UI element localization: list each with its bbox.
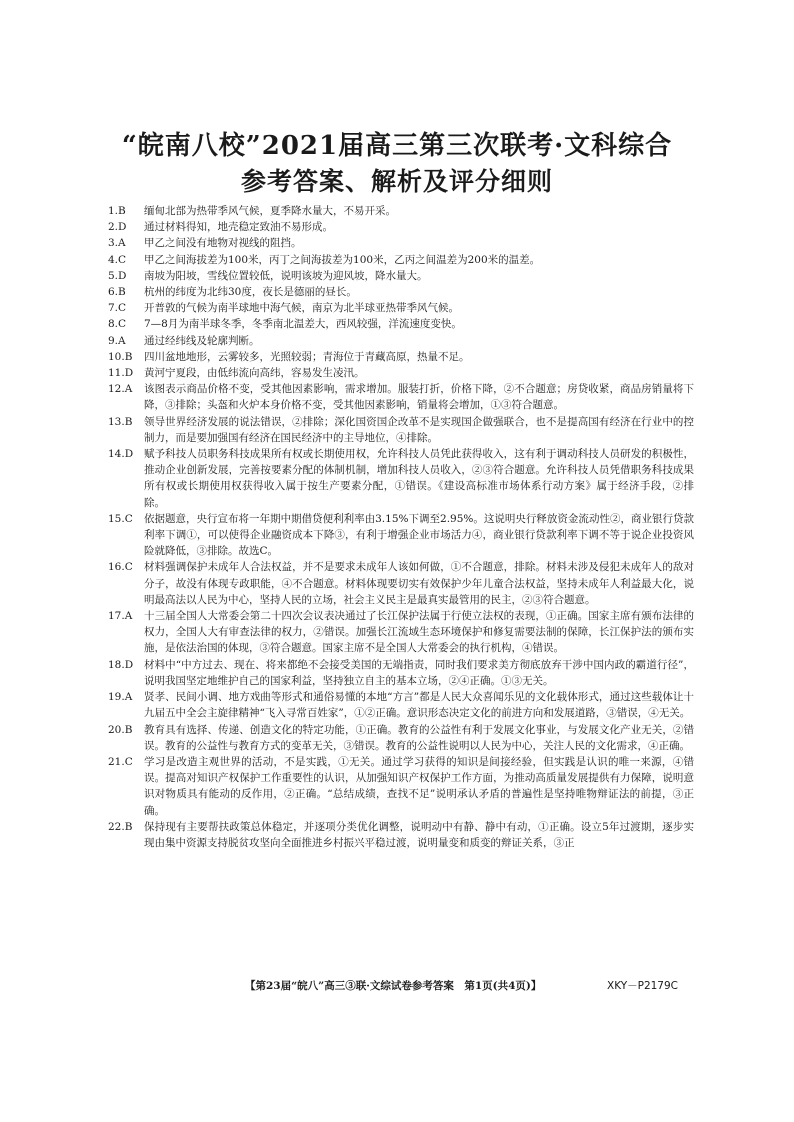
answer-item	[108, 559, 694, 608]
answer-number: 17.A	[108, 610, 133, 623]
answer-item	[108, 511, 694, 560]
answer-number: 5.D	[108, 269, 127, 282]
answer-item	[108, 333, 694, 349]
answer-item	[108, 365, 694, 381]
answer-explanation: 四川盆地地形，云雾较多，光照较弱；青海位于青藏高原，热量不足。	[144, 350, 470, 363]
answer-explanation: 学习是改造主观世界的活动，不是实践，①无关。通过学习获得的知识是间接经验，但实践是认识的唯一来源，④错误。提高对知识产权保护工作重要性的认识，从加强知识产权保护工作方面，为推动高质量发展提供有力保障，说明意识对物质具有能动的反作用，②正确。“总结成绩，查找不足”说明承认矛盾的普遍性是坚持唯物辩证法的前提，③正确。	[144, 755, 694, 817]
answer-number: 9.A	[108, 334, 126, 347]
answer-item	[108, 252, 694, 268]
answer-explanation: 南坡为阳坡，雪线位置较低，说明该坡为迎风坡，降水量大。	[144, 269, 428, 282]
answer-list	[108, 203, 694, 973]
answer-number: 8.C	[108, 318, 127, 331]
answer-explanation: 杭州的纬度为北纬30度，夜长是德丽的昼长。	[144, 286, 357, 299]
answer-explanation: 贤孝、民间小调、地方戏曲等形式和通俗易懂的本地“方言”都是人民大众喜闻乐见的文化载体形式，通过这些载体让十九届五中全会主旋律精神“飞入寻常百姓家”，①②正确。意识形态决定文化的前进方向和发展道路，③错误，④无关。	[144, 691, 694, 720]
footer-page-info: 【第23届“皖八”高三③联·文综试卷参考答案 第1页(共4页)】	[245, 980, 542, 992]
answer-number: 19.A	[108, 691, 133, 704]
answer-explanation: 甲乙之间没有地物对视线的阻挡。	[144, 237, 302, 250]
answer-item	[108, 284, 694, 300]
answer-item	[108, 608, 694, 657]
answer-explanation: 领导世界经济发展的说法错误，②排除；深化国资国企改革不是实现国企做强联合，也不是提高国有经济在行业中的控制力，而是要加强国有经济在国民经济中的主导地位，④排除。	[144, 415, 694, 444]
answer-explanation: 教育具有选择、传递、创造文化的特定功能，①正确。教育的公益性有利于发展文化事业，与发展文化产业无关，②错误。教育的公益性与教育方式的变革无关，③错误。教育的公益性说明以人民为中心，关注人民的文化需求，④正确。	[144, 723, 694, 752]
answer-item	[108, 219, 694, 235]
answer-number: 18.D	[108, 658, 134, 671]
answer-explanation: 材料中“中方过去、现在、将来都绝不会接受美国的无端指责，同时我们要求美方彻底放弃干涉中国内政的霸道行径”，说明我国坚定地维护自己的国家利益，坚持独立自主的基本立场，②④正确。①③无关。	[144, 658, 694, 687]
answer-number: 15.C	[108, 512, 133, 525]
answer-number: 13.B	[108, 415, 133, 428]
answer-number: 21.C	[108, 755, 133, 768]
answer-explanation: 开普敦的气候为南半球地中海气候，南京为北半球亚热带季风气候。	[144, 302, 459, 315]
answer-item	[108, 235, 694, 251]
answer-item	[108, 268, 694, 284]
answer-number: 11.D	[108, 367, 134, 380]
answer-explanation: 黄河宁夏段，由低纬流向高纬，容易发生凌汛。	[144, 367, 365, 380]
page-footer	[0, 976, 794, 996]
page-subtitle: 参考答案、解析及评分细则	[240, 167, 553, 196]
answer-number: 4.C	[108, 253, 127, 266]
answer-item	[108, 657, 694, 689]
answer-explanation: 7—8月为南半球冬季，冬季南北温差大，西风较强，洋流速度变快。	[144, 318, 462, 331]
answer-explanation: 甲乙之间海拔差为100米，丙丁之间海拔差为100米，乙丙之间温差为200米的温差。	[144, 253, 541, 266]
answer-item	[108, 754, 694, 819]
answer-item	[108, 722, 694, 754]
answer-explanation: 保持现有主要帮扶政策总体稳定，并逐项分类优化调整，说明动中有静、静中有动，①正确。设立5年过渡期，逐步实现由集中资源支持脱贫攻坚向全面推进乡村振兴平稳过渡，说明量变和质变的辩证关系，③正	[144, 820, 694, 849]
answer-number: 16.C	[108, 561, 133, 574]
answer-number: 14.D	[108, 448, 134, 461]
answer-item	[108, 300, 694, 316]
answer-explanation: 通过材料得知，地壳稳定致油不易形成。	[144, 221, 333, 234]
answer-item	[108, 446, 694, 511]
answer-number: 6.B	[108, 286, 126, 299]
answer-item	[108, 414, 694, 446]
answer-number: 22.B	[108, 820, 133, 833]
answer-explanation: 赋予科技人员职务科技成果所有权或长期使用权，允许科技人员凭此获得收入，这有利于调动科技人员研发的积极性，推动企业创新发展，完善按要素分配的体制机制，增加科技人员收入，②③符合题意。允许科技人员凭借职务科技成果所有权或长期使用权获得收入属于按生产要素分配，①错误。《建设高标准市场体系行动方案》属于经济手段，②排除。	[144, 448, 694, 509]
answer-explanation: 通过经纬线及轮廓判断。	[144, 334, 260, 347]
page-title: “皖南八校”2021届高三第三次联考·文科综合	[121, 131, 673, 161]
answer-number: 7.C	[108, 302, 127, 315]
answer-number: 1.B	[108, 205, 126, 217]
answer-explanation: 该图表示商品价格不变，受其他因素影响，需求增加。服装打折，价格下降，②不合题意；房贷收紧，商品房销量将下降，③排除；头盔和火炉本身价格不变，受其他因素影响，销量将会增加，①③符合题意。	[144, 383, 694, 412]
answer-number: 12.A	[108, 383, 133, 396]
answer-item	[108, 203, 694, 219]
answer-explanation: 缅甸北部为热带季风气候，夏季降水量大，不易开采。	[144, 205, 396, 217]
answer-number: 3.A	[108, 237, 126, 250]
footer-code: XKY－P2179C	[607, 980, 679, 992]
answer-explanation: 依据题意，央行宣布将一年期中期借贷便利利率由3.15%下调至2.95%。这说明央行释放资金流动性②，商业银行贷款利率下调①，可以使得企业融资成本下降③，有利于增强企业市场活力④，商业银行贷款利率下调不等于说企业投资风险就降低，③排除。故选C。	[144, 512, 694, 558]
answer-item	[108, 381, 694, 413]
answer-number: 2.D	[108, 221, 127, 234]
answer-number: 20.B	[108, 723, 133, 736]
answer-explanation: 材料强调保护未成年人合法权益，并不是要求未成年人该如何做，①不合题意，排除。材料未涉及侵犯未成年人的敌对分子，故没有体现专政职能，④不合题意。材料体现要切实有效保护少年儿童合法权益，坚持未成年人利益最大化，说明最高法以人民为中心，坚持人民的立场，社会主义民主是最真实最管用的民主，②③符合题意。	[144, 561, 694, 606]
answer-item	[108, 819, 694, 851]
answer-number: 10.B	[108, 350, 133, 363]
answer-explanation: 十三届全国人大常委会第二十四次会议表决通过了长江保护法属于行使立法权的表现，①正确。国家主席有颁布法律的权力，全国人大有审查法律的权力，②错误。加强长江流域生态环境保护和修复需要法制的保障，长江保护法的颁布实施，是依法治国的体现，③符合题意。国家主席不是全国人大常委会的执行机构，④错误。	[144, 610, 694, 655]
answer-item	[108, 689, 694, 721]
answer-item	[108, 316, 694, 332]
answer-item	[108, 349, 694, 365]
